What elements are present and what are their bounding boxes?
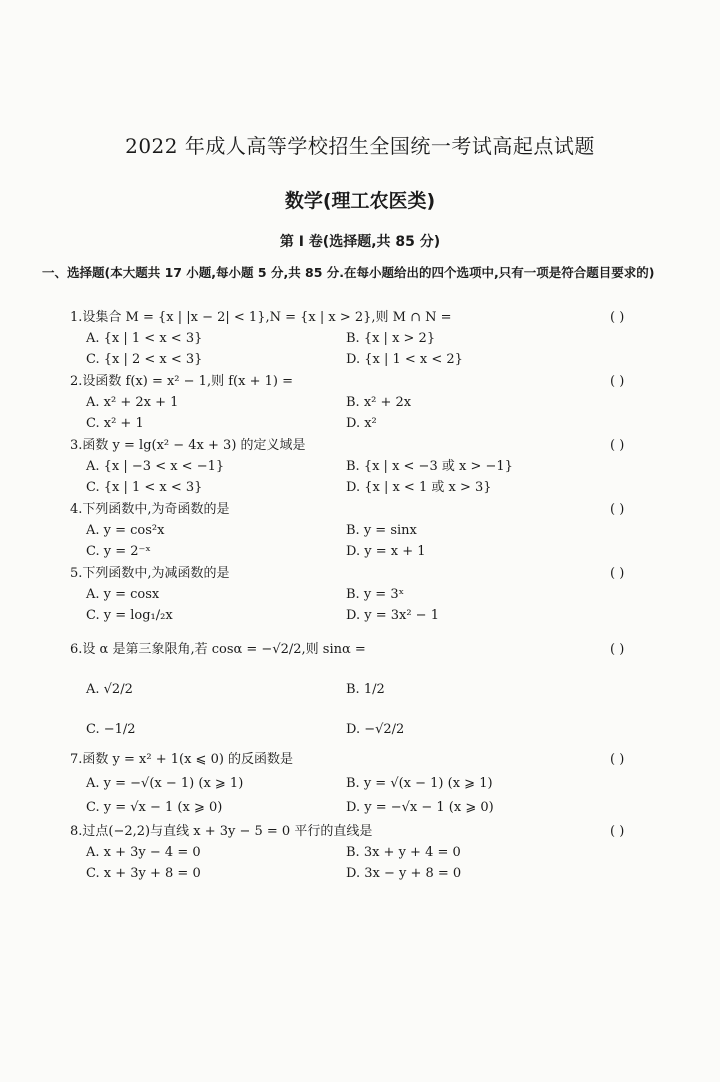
question-2-option-a: A. x² + 2x + 1	[86, 395, 179, 410]
question-2-option-c: C. x² + 1	[86, 416, 144, 431]
answer-blank: ( )	[610, 752, 625, 767]
answer-blank: ( )	[610, 438, 625, 453]
question-8-option-a: A. x + 3y − 4 = 0	[86, 845, 201, 860]
answer-blank: ( )	[610, 502, 625, 517]
question-2-option-b: B. x² + 2x	[346, 395, 412, 410]
question-7-option-d: D. y = −√x − 1 (x ⩾ 0)	[346, 800, 494, 815]
question-8-stem: 8.过点(−2,2)与直线 x + 3y − 5 = 0 平行的直线是	[70, 824, 373, 839]
question-1-option-d: D. {x | 1 < x < 2}	[346, 352, 463, 367]
question-1-stem: 1.设集合 M = {x | |x − 2| < 1},N = {x | x > 2},则 M ∩ N =	[70, 310, 452, 325]
question-3-option-a: A. {x | −3 < x < −1}	[86, 459, 225, 474]
question-8-option-d: D. 3x − y + 8 = 0	[346, 866, 462, 881]
question-7-stem: 7.函数 y = x² + 1(x ⩽ 0) 的反函数是	[70, 752, 294, 767]
exam-title: 2022 年成人高等学校招生全国统一考试高起点试题	[125, 134, 595, 158]
question-1-option-b: B. {x | x > 2}	[346, 331, 436, 346]
question-8-option-c: C. x + 3y + 8 = 0	[86, 866, 201, 881]
section-instructions: 一、选择题(本大题共 17 小题,每小题 5 分,共 85 分.在每小题给出的四个选项中,只有一项是符合题目要求的)	[42, 265, 655, 280]
question-8-option-b: B. 3x + y + 4 = 0	[346, 845, 461, 860]
answer-blank: ( )	[610, 642, 625, 657]
answer-blank: ( )	[610, 824, 625, 839]
question-1-option-c: C. {x | 2 < x < 3}	[86, 352, 203, 367]
question-5-option-a: A. y = cosx	[86, 587, 160, 602]
question-6-option-a: A. √2/2	[86, 682, 133, 697]
subject-heading: 数学(理工农医类)	[284, 190, 436, 212]
question-7-option-a: A. y = −√(x − 1) (x ⩾ 1)	[86, 776, 244, 791]
question-4-option-d: D. y = x + 1	[346, 544, 426, 559]
question-2-stem: 2.设函数 f(x) = x² − 1,则 f(x + 1) =	[70, 374, 293, 389]
question-7-option-c: C. y = √x − 1 (x ⩾ 0)	[86, 800, 223, 815]
question-3-option-c: C. {x | 1 < x < 3}	[86, 480, 203, 495]
question-2-option-d: D. x²	[346, 416, 377, 431]
question-5-option-d: D. y = 3x² − 1	[346, 608, 439, 623]
question-5-stem: 5.下列函数中,为减函数的是	[70, 566, 230, 581]
question-4-option-c: C. y = 2⁻ˣ	[86, 544, 151, 559]
answer-blank: ( )	[610, 566, 625, 581]
answer-blank: ( )	[610, 374, 625, 389]
question-7-option-b: B. y = √(x − 1) (x ⩾ 1)	[346, 776, 493, 791]
question-6-option-b: B. 1/2	[346, 682, 385, 697]
question-6-option-c: C. −1/2	[86, 722, 136, 737]
question-6-stem: 6.设 α 是第三象限角,若 cosα = −√2/2,则 sinα =	[70, 642, 366, 657]
question-3-option-b: B. {x | x < −3 或 x > −1}	[346, 459, 513, 474]
question-3-stem: 3.函数 y = lg(x² − 4x + 3) 的定义域是	[70, 438, 306, 453]
question-3-option-d: D. {x | x < 1 或 x > 3}	[346, 480, 492, 495]
question-6-option-d: D. −√2/2	[346, 722, 405, 737]
volume-heading: 第 Ⅰ 卷(选择题,共 85 分)	[279, 234, 441, 250]
question-5-option-b: B. y = 3ˣ	[346, 587, 405, 602]
question-4-stem: 4.下列函数中,为奇函数的是	[70, 502, 230, 517]
answer-blank: ( )	[610, 310, 625, 325]
question-4-option-b: B. y = sinx	[346, 523, 417, 538]
question-4-option-a: A. y = cos²x	[86, 523, 165, 538]
question-1-option-a: A. {x | 1 < x < 3}	[86, 331, 203, 346]
question-5-option-c: C. y = log₁/₂x	[86, 608, 173, 623]
